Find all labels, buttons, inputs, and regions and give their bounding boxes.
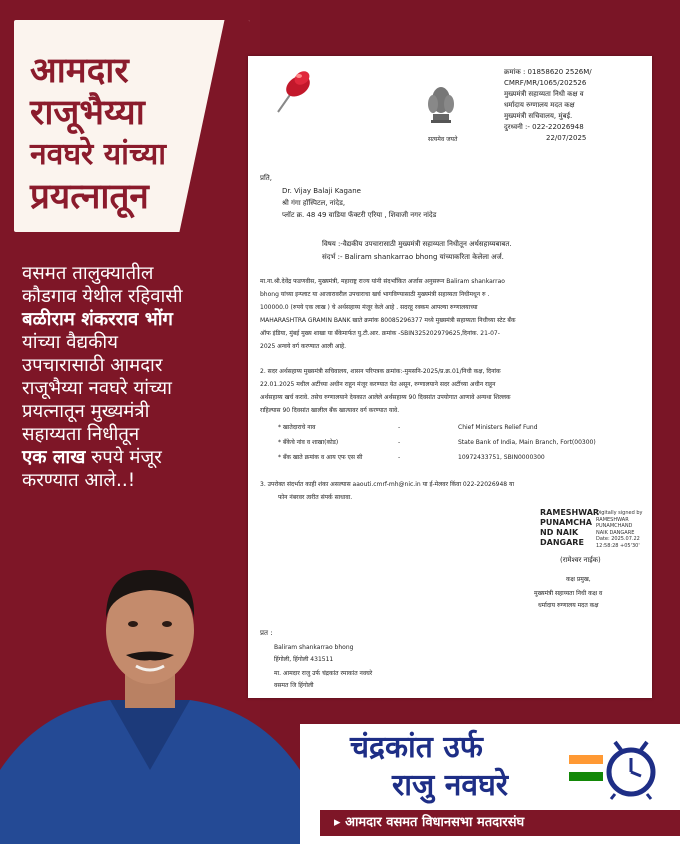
description-line: प्रयत्नातून मुख्यमंत्री (22, 401, 150, 422)
description-line: उपचारासाठी आमदार (22, 355, 163, 376)
body-line: MAHARASHTRA GRAMIN BANK खाते क्रमांक 80085296377 मध्ये मुख्यमंत्री सहाय्यता निधीच्या स्टेट बँक (260, 317, 516, 324)
copy-line: हिंगोली, हिंगोली 431511 (274, 656, 334, 663)
description-line: करण्यात आले..! (22, 470, 136, 491)
signature-name: RAMESHWAR PUNAMCHA ND NAIK DANGARE (540, 508, 600, 547)
description-line: सहाय्यता निधीतून (22, 424, 140, 445)
emblem-caption: सत्यमेव जयते (428, 136, 458, 143)
description-line: कौडगाव येथील रहिवासी (22, 286, 183, 307)
description-line: वसमत तालुक्यातील (22, 263, 154, 284)
copy-line: Baliram shankarrao bhong (274, 644, 354, 651)
description-line (22, 446, 258, 469)
body-line: 2. सदर अर्थसहाय्य मुख्यमंत्री सचिवालय, शासन परिपत्रक क्रमांक:-मुमसनि-2025/प्र.क्र.01/निधी कक्ष, दिनांक (260, 368, 501, 375)
digital-signature-details: Digitally signed by RAMESHWAR PUNAMCHAND NAIK DANGARE Date: 2025.07.22 12:58:28 +05'30' (596, 510, 643, 549)
bank-value: 10972433751, SBIN0000300 (458, 454, 545, 461)
description-line: यांच्या वैद्यकीय (22, 332, 118, 353)
bank-label: * खातेदाराचे नाव (278, 424, 316, 431)
copy-line: वसमत जि हिंगोली (274, 682, 314, 689)
body-line: राहिल्यास 90 दिवसांत खालील बँक खात्यावर वर्ग करण्यात यावे. (260, 407, 400, 414)
reference-line: संदर्भ :- Baliram shankarrao bhong यांच्याकरिता केलेला अर्ज. (322, 253, 504, 261)
bank-value: Chief Ministers Relief Fund (458, 424, 538, 431)
state-emblem-icon (424, 84, 458, 134)
headline-line: नवघरे यांच्या (30, 137, 166, 172)
constituency-banner: ▸ आमदार वसमत विधानसभा मतदारसंघ (320, 810, 680, 836)
tricolor-flag-icon (569, 755, 603, 781)
mla-name-line2: राजु नवघरे (392, 768, 509, 803)
clock-party-symbol-icon (601, 736, 661, 800)
ref-line: मुख्यमंत्री सचिवालय, मुंबई. (504, 112, 573, 120)
bank-label: * बँक खाते क्रमांक व आय एफ एस सी (278, 454, 363, 461)
mla-name-line1: चंद्रकांत उर्फ (350, 730, 483, 765)
headline (30, 50, 240, 218)
signer-title: मुख्यमंत्री सहाय्यता निधी कक्ष व (534, 590, 603, 597)
headline-line: राजूभैय्या (30, 93, 145, 133)
bank-value: State Bank of India, Main Branch, Fort(00300) (458, 439, 596, 446)
signer-name: (रामेश्वर नाईक) (560, 556, 601, 564)
headline-line: प्रयत्नातून (30, 177, 149, 217)
body-line: bhong यांच्या इन्प्लाट या आजारावरील उपचाराचा खर्च भागविण्यासाठी मुख्यमंत्री सहाय्यता निधीमधून रु . (260, 291, 490, 298)
ref-line: मुख्यमंत्री सहाय्यता निधी कक्ष व (504, 90, 584, 98)
to-label: प्रति, (260, 174, 273, 182)
sanction-letter: सत्यमेव जयते क्रमांक : 01858620 2526M/ CMRF/MR/1065/202526 मुख्यमंत्री सहाय्यता निधी कक्ष व धर्मादाय रुग्णालय मदत कक्ष मुख्यमंत्री सचिवालय, मुंबई. दुरध्वनी :- 022-22026948 22/07/2025 प्रति, Dr. Vijay Balaji Kagane श्री गंगा हॉस्पिटल, नांदेड, प्लॉट क्र. 48 49 वाडिया फॅक्टरी एरिया , शिवाजी नगर नांदेड विषय :-वैद्यकीय उपचारासाठी मुख्यमंत्री सहाय्यता निधीतून अर्थसहाय्यबाबत. संदर्भ :- Baliram shankarrao bhong यांच्याकरिता केलेला अर्ज. मा.ना.श्री.देवेंद्र फडणवीस, मुख्यमंत्री, महाराष्ट्र राज्य यांनी संदर्भांकित अर्जास अनुसरून Baliram shankarrao bhong यांच्या इन्प्लाट या आजारावरील उपचाराचा खर्च भागविण्यासाठी मुख्यमंत्री सहाय्यता निधीमधून रु . 100000.0 (रुपये एक लाख ) चे अर्थसहाय्य मंजूर केले आहे . सदरहू रक्कम आपल्या रुग्णालयाच्या MAHARASHTRA GRAMIN BANK खाते क्रमांक 80085296377 मध्ये मुख्यमंत्री सहाय्यता निधीच्या स्टेट बँक ऑफ इंडिया, मुंबई मुख्य शाखा या बँकेमार्फत यु.टी.आर. क्रमांक -SBIN325202979625,दिनांक. 21-07- 2025 अन्वये वर्ग करण्यात आली आहे. 2. सदर अर्थसहाय्य मुख्यमंत्री सचिवालय, शासन परिपत्रक क्रमांक:-मुमसनि-2025/प्र.क्र.01/निधी कक्ष, दिनांक 22.01.2025 मधील अटींच्या अधीन राहून मंजूर करण्यात येत असून, रुग्णालयाने सदर अटींच्या अधीन राहून अर्थसहाय्य खर्च करावे. तसेच रुग्णालयाने देयकात आलेले अर्थसहाय्य 90 दिवसांत उपयोगात आणावे अन्यथा शिल्लक राहिल्यास 90 दिवसांत खालील बँक खात्यावर वर्ग करण्यात यावे. * खातेदाराचे नाव - Chief Ministers Relief Fund * बँकेचे नांव व शाखा(कोड) - State Bank of India, Main Branch, Fort(00300) * बँक खाते क्रमांक व आय एफ एस सी - 10972433751, SBIN0000300 3. उपरोक्त संदर्भात काही शंका असल्यास aaouti.cmrf-mh@nic.in या ई-मेलवर किंवा 022-22026948 या फोन नंबरवर त्वरीत संपर्क साधावा. RAMESHWAR PUNAMCHA ND NAIK DANGARE Digitally signed by RAMESHWAR PUNAMCHAND NAIK DANGARE Date: 2025.07.22 12:58:28 +05'30' (रामेश्वर नाईक) कक्ष प्रमुख, मुख्यमंत्री सहाय्यता निधी कक्ष व धर्मादाय रुग्णालय मदत कक्ष प्रत : Baliram shankarrao bhong हिंगोली, हिंगोली 431511 मा. आमदार राजु उर्फ चंद्रकांत रमाकांत नवघरे वसमत जि हिंगोली (248, 56, 652, 698)
description (22, 262, 258, 492)
ref-line: CMRF/MR/1065/202526 (504, 79, 587, 87)
body-line: फोन नंबरवर त्वरीत संपर्क साधावा. (278, 494, 353, 501)
ref-line: दुरध्वनी :- 022-22026948 (504, 123, 584, 131)
body-line: 22.01.2025 मधील अटींच्या अधीन राहून मंजूर करण्यात येत असून, रुग्णालयाने सदर अटींच्या अधीन राहून (260, 381, 496, 388)
recipient-line: Dr. Vijay Balaji Kagane (282, 187, 361, 195)
constituency-text: आमदार वसमत विधानसभा मतदारसंघ (345, 815, 525, 830)
copy-line: मा. आमदार राजु उर्फ चंद्रकांत रमाकांत नवघरे (274, 670, 373, 677)
headline-line: आमदार (30, 51, 129, 91)
amount-text: एक लाख (22, 447, 86, 468)
body-line: 3. उपरोक्त संदर्भात काही शंका असल्यास aaouti.cmrf-mh@nic.in या ई-मेलवर किंवा 022-22026948 या (260, 481, 515, 488)
subject-line: विषय :-वैद्यकीय उपचारासाठी मुख्यमंत्री सहाय्यता निधीतून अर्थसहाय्यबाबत. (322, 240, 512, 248)
title-card (14, 20, 250, 232)
body-line: अर्थसहाय्य खर्च करावे. तसेच रुग्णालयाने देयकात आलेले अर्थसहाय्य 90 दिवसांत उपयोगात आणावे अन्यथा शिल्लक (260, 394, 511, 401)
signer-title: धर्मादाय रुग्णालय मदत कक्ष (538, 602, 599, 609)
body-line: 2025 अन्वये वर्ग करण्यात आली आहे. (260, 343, 347, 350)
body-line: मा.ना.श्री.देवेंद्र फडणवीस, मुख्यमंत्री, महाराष्ट्र राज्य यांनी संदर्भांकित अर्जास अनुसरून Baliram shankarrao (260, 278, 505, 285)
body-line: 100000.0 (रुपये एक लाख ) चे अर्थसहाय्य मंजूर केले आहे . सदरहू रक्कम आपल्या रुग्णालयाच्या (260, 304, 478, 311)
pushpin-icon (268, 64, 316, 116)
ref-line: क्रमांक : 01858620 2526M/ (504, 68, 592, 76)
body-line: ऑफ इंडिया, मुंबई मुख्य शाखा या बँकेमार्फत यु.टी.आर. क्रमांक -SBIN325202979625,दिनांक. 21-07- (260, 330, 500, 337)
beneficiary-name: बळीराम शंकरराव भोंग (22, 309, 173, 330)
letter-date: 22/07/2025 (546, 134, 587, 142)
portrait-photo (0, 540, 300, 844)
amount-suffix: रुपये मंजूर (85, 447, 162, 468)
description-line: राजूभैय्या नवघरे यांच्या (22, 378, 172, 399)
recipient-line: श्री गंगा हॉस्पिटल, नांदेड, (282, 199, 346, 207)
signer-title: कक्ष प्रमुख, (566, 576, 591, 583)
copy-label: प्रत : (260, 629, 273, 637)
bank-label: * बँकेचे नांव व शाखा(कोड) (278, 439, 339, 446)
recipient-line: प्लॉट क्र. 48 49 वाडिया फॅक्टरी एरिया , शिवाजी नगर नांदेड (282, 211, 437, 219)
ref-line: धर्मादाय रुग्णालय मदत कक्ष (504, 101, 575, 109)
